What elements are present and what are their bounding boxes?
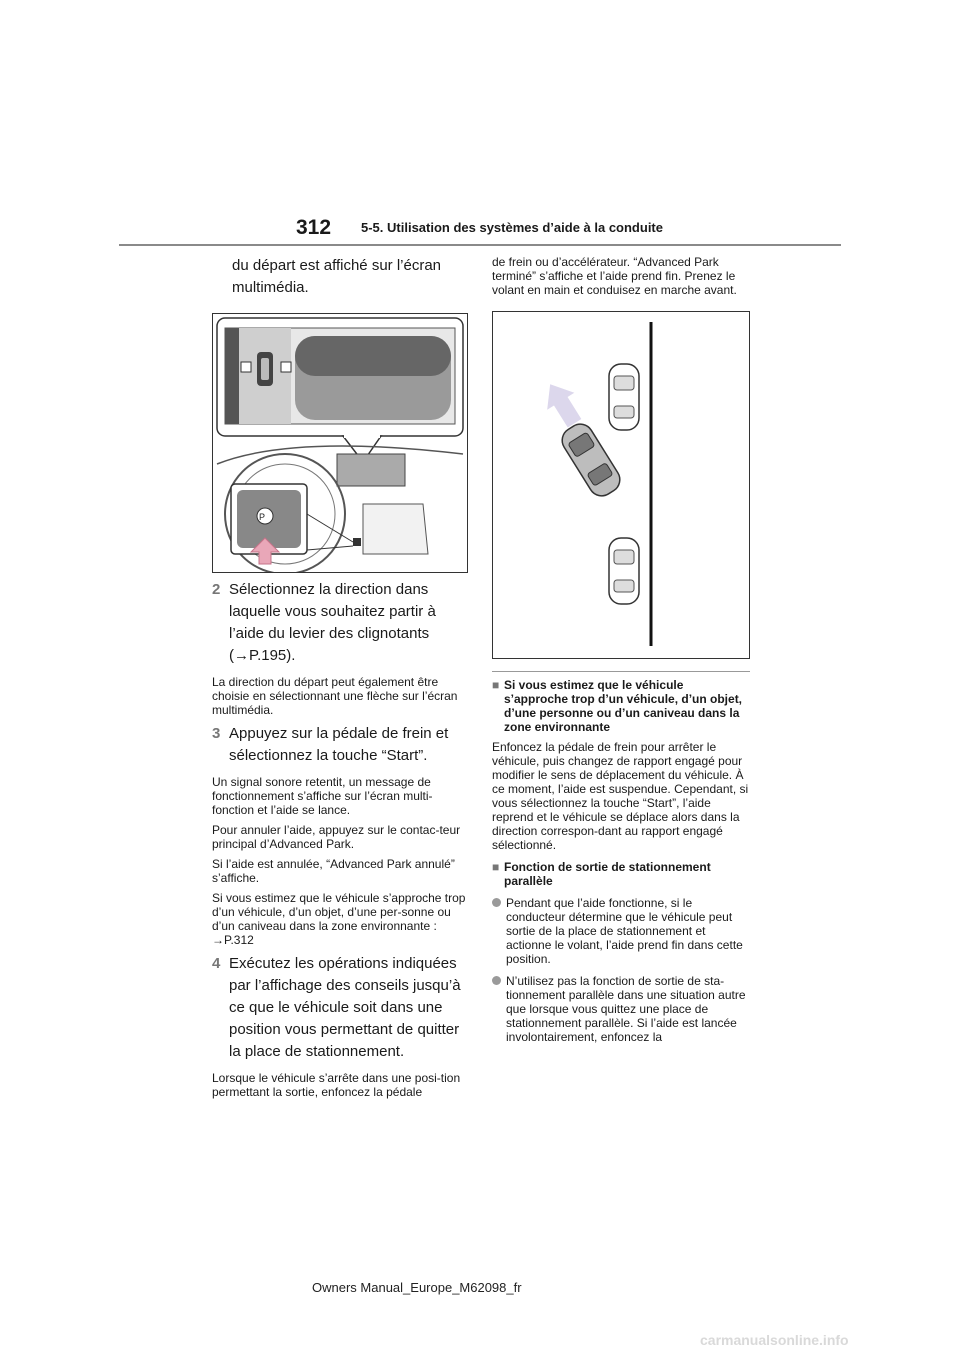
- step-4-note: Lorsque le véhicule s’arrête dans une posi-tion permettant la sortie, enfoncez la pédale: [212, 1071, 461, 1099]
- exiting-car-icon: [557, 419, 624, 500]
- continuation-text: du départ est affiché sur l’écran multimédia.: [232, 257, 442, 296]
- front-parked-car-icon: [609, 364, 639, 430]
- circle-bullet-icon: [492, 976, 501, 985]
- dashboard-illustration: [213, 314, 467, 572]
- watermark: carmanualsonline.info: [700, 1332, 849, 1348]
- continuation-note: de frein ou d’accélérateur. “Advanced Park terminé” s’affiche et l’aide prend fin. Prenez le volant en main et conduisez en marche avant.: [492, 255, 737, 297]
- step-2-text: Sélectionnez la direction dans laquelle vous souhaitez partir à l’aide du levier des clignotants (→P.195).: [229, 581, 436, 664]
- square-bullet-icon: ■: [492, 860, 500, 874]
- step-4-text: Exécutez les opérations indiquées par l’affichage des conseils jusqu’à ce que le véhicule soit dans une position vous permettant de quitter la place de stationnement.: [229, 955, 461, 1060]
- parking-exit-figure: [492, 311, 750, 659]
- heading-parallel-exit: [492, 860, 750, 888]
- step-3-note-2: Pour annuler l’aide, appuyez sur le contac-teur principal d’Advanced Park.: [212, 823, 461, 851]
- parking-exit-illustration: [493, 312, 749, 658]
- left-column: [212, 253, 466, 1105]
- square-bullet-icon: ■: [492, 678, 500, 692]
- page-number: 312: [296, 216, 332, 239]
- section-divider: [492, 671, 750, 672]
- header-rule: [119, 244, 841, 246]
- rear-parked-car-icon: [609, 538, 639, 604]
- section-title: 5-5. Utilisation des systèmes d’aide à la conduite: [361, 220, 663, 235]
- step-2: [212, 579, 466, 667]
- heading-too-close: [492, 678, 750, 734]
- step-3-note-4: Si vous estimez que le véhicule s’approche trop d’un véhicule, d’un objet, d’une per-sonne ou d’un caniveau dans la zone environnante : →P.312: [212, 891, 466, 947]
- circle-bullet-icon: [492, 898, 501, 907]
- step-3: [212, 723, 466, 767]
- bullet-1-text: Pendant que l’aide fonctionne, si le conducteur détermine que le véhicule peut sortie de la place de stationnement et actionne le volant, l’aide prend fin dans cette position.: [506, 896, 743, 966]
- step-3-number: 3: [212, 725, 221, 742]
- dashboard-figure: [212, 313, 468, 573]
- step-2-note: La direction du départ peut également être choisie en sélectionnant une flèche sur l’écran multimédia.: [212, 675, 458, 717]
- step-3-note-3: Si l’aide est annulée, “Advanced Park annulé” s’affiche.: [212, 857, 455, 885]
- heading-too-close-text: Si vous estimez que le véhicule s’approche trop d’un véhicule, d’un objet, d’une personne ou d’un caniveau dans la zone environnante: [504, 678, 743, 734]
- right-column: [492, 253, 750, 1052]
- step-3-note-1: Un signal sonore retentit, un message de fonctionnement s’affiche sur l’écran multi-fonction et l’aide se lance.: [212, 775, 433, 817]
- exit-direction-arrow-icon: [537, 376, 589, 432]
- bullet-2: [492, 974, 750, 1044]
- heading-parallel-exit-text: Fonction de sortie de stationnement parallèle: [504, 860, 711, 888]
- bullet-2-text: N’utilisez pas la fonction de sortie de sta-tionnement parallèle dans une situation autre que lorsque vous quittez une place de stationnement parallèle. Si l’aide est lancée involontairement, enfoncez la: [506, 974, 746, 1044]
- footer-doc-id: Owners Manual_Europe_M62098_fr: [312, 1280, 522, 1295]
- step-4: [212, 953, 466, 1063]
- step-2-number: 2: [212, 581, 221, 598]
- step-3-text: Appuyez sur la pédale de frein et sélectionnez la touche “Start”.: [229, 725, 449, 764]
- too-close-text: Enfoncez la pédale de frein pour arrêter le véhicule, puis changez de rapport engagé pour modifier le sens de déplacement du véhicule. À ce moment, l’aide est suspendue. Cependant, si vous sélectionnez la touche “Start”, l’aide reprend et le véhicule se déplace alors dans la direction correspon-dant au rapport engagé sélectionné.: [492, 740, 749, 852]
- step-4-number: 4: [212, 955, 221, 972]
- svg-text:P: P: [259, 512, 266, 522]
- bullet-1: [492, 896, 750, 966]
